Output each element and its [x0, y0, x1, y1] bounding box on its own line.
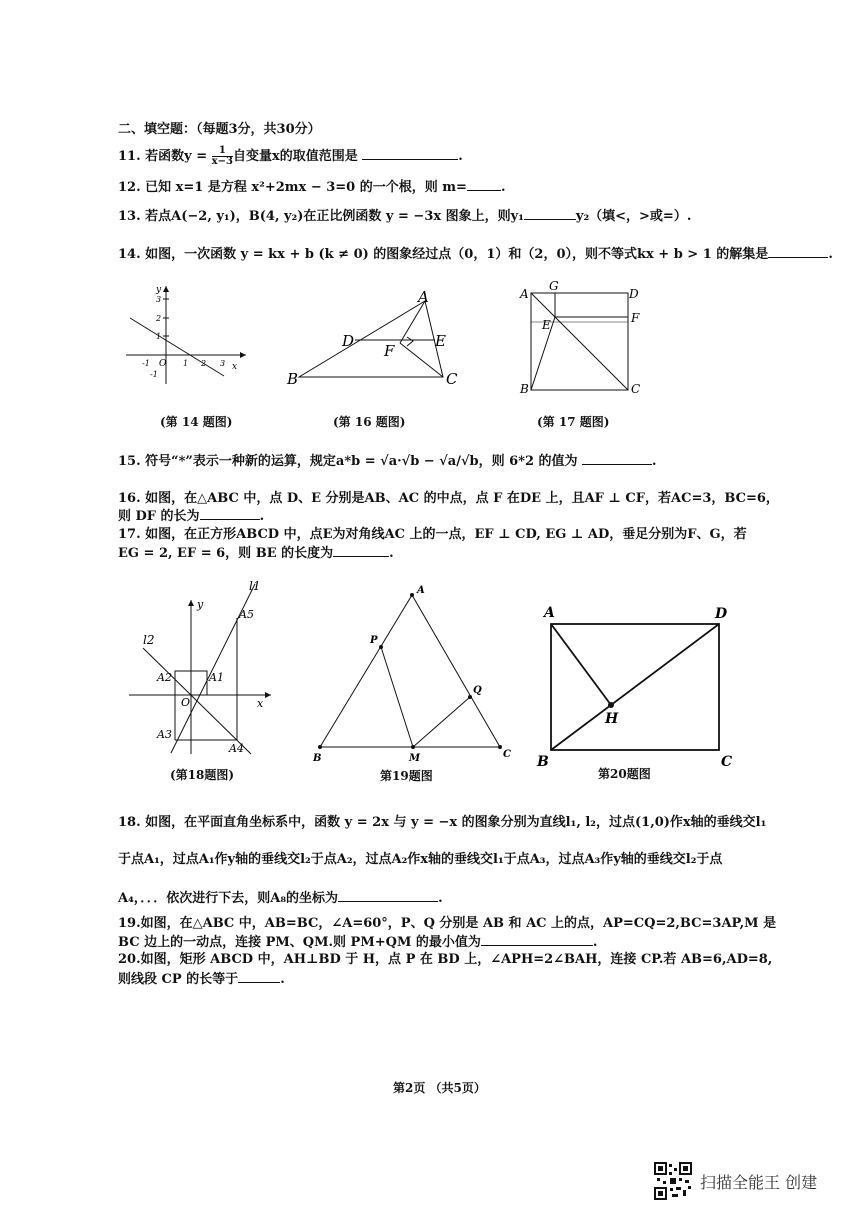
section-heading: 二、填空题：（每题3分，共30分） [118, 122, 321, 137]
answer-blank[interactable] [338, 889, 438, 902]
axis-label: y [197, 598, 204, 611]
vertex-label: D [715, 606, 728, 622]
qr-code-icon [654, 1162, 692, 1200]
vertex-label: M [409, 753, 421, 764]
question-14 [118, 243, 833, 262]
vertex-label: C [721, 754, 733, 770]
vertex-label: C [446, 370, 458, 388]
q15-text: 15. 符号“*”表示一种新的运算，规定a*b = √a·√b − √a/√b，则 6*2 的值为 [118, 454, 578, 469]
tick-label: 1 [183, 359, 189, 368]
question-17: 17. 如图，在正方形ABCD 中，点E为对角线AC 上的一点，EF ⊥ CD, EG ⊥ AD，垂足分别为F、G，若 [118, 527, 747, 542]
q18-end: . [438, 891, 443, 906]
question-13 [118, 205, 691, 224]
origin-label: O [159, 359, 167, 369]
q11-suffix: 自变量x的取值范围是 [232, 149, 358, 164]
vertex-label: C [631, 382, 641, 396]
point-label: A1 [209, 671, 224, 684]
vertex-label: H [605, 711, 619, 727]
question-12 [118, 176, 505, 195]
vertex-label: D [342, 332, 355, 350]
point-label: A5 [239, 608, 254, 621]
tick-label: 3 [156, 295, 162, 304]
q12-end: . [500, 180, 506, 195]
question-20: 20.如图，矩形 ABCD 中，AH⊥BD 于 H，点 P 在 BD 上，∠APH=2∠BAH，连接 CP.若 AB=6,AD=8, [118, 952, 773, 967]
question-15 [118, 450, 657, 469]
answer-blank[interactable] [481, 933, 593, 946]
answer-blank[interactable] [524, 207, 576, 220]
axis-label: x [257, 697, 264, 710]
vertex-label: E [542, 318, 551, 332]
tick-label: 2 [156, 314, 162, 323]
tick-label: 3 [220, 359, 226, 368]
q11-denominator: x−3 [211, 156, 233, 167]
figure-14 [120, 282, 250, 387]
q11-fraction [212, 146, 233, 167]
q16-end: . [259, 509, 265, 524]
question-18-cont [118, 887, 443, 906]
x-axis-label: x [232, 362, 238, 372]
vertex-label: B [287, 370, 299, 388]
question-18-cont: 于点A₁，过点A₁作y轴的垂线交l₂于点A₂，过点A₂作x轴的垂线交l₁于点A₃，过点A₃作y轴的垂线交l₂于点 [118, 852, 723, 867]
question-16: 16. 如图，在△ABC 中，点 D、E 分别是AB、AC 的中点，点 F 在DE 上，且AF ⊥ CF，若AC=3，BC=6， [118, 491, 779, 506]
vertex-label: B [520, 382, 529, 396]
figure-20 [535, 598, 740, 770]
caption-19: 第19题图 [380, 769, 433, 783]
q12-text: 12. 已知 x=1 是方程 x²+2mx − 3=0 的一个根，则 m= [118, 180, 467, 195]
q17-text: EG = 2, EF = 6，则 BE 的长度为 [118, 546, 334, 561]
q14-text: 14. 如图，一次函数 y = kx + b (k ≠ 0) 的图象经过点（0，1）和（2，0），则不等式kx + b > 1 的解集是 [118, 247, 769, 262]
scanner-watermark [654, 1162, 817, 1200]
answer-blank[interactable] [238, 970, 280, 983]
point-label: A4 [229, 742, 244, 755]
q18-text: A₄，．．．依次进行下去，则A₈的坐标为 [118, 891, 339, 906]
figure-16 [285, 290, 465, 390]
question-11 [118, 145, 463, 167]
q20-text: 则线段 CP 的长等于 [118, 972, 239, 987]
vertex-label: A [544, 605, 555, 621]
caption-16: (第 16 题图) [333, 415, 406, 429]
answer-blank[interactable] [467, 178, 501, 191]
q16-text: 则 DF 的长为 [118, 509, 200, 524]
q13-mid: y₂（填<，>或=）. [575, 209, 692, 224]
q11-numerator: 1 [212, 146, 233, 157]
vertex-label: D [629, 287, 639, 301]
tick-label: -1 [150, 370, 158, 379]
caption-18: (第18题图) [170, 768, 235, 782]
page-footer: 第2页 （共5页） [393, 1081, 486, 1095]
q19-text: BC 边上的一动点，连接 PM、QM.则 PM+QM 的最小值为 [118, 935, 481, 950]
question-19: 19.如图，在△ABC 中，AB=BC，∠A=60°，P、Q 分别是 AB 和 AC 上的点，AP=CQ=2,BC=3AP,M 是 [118, 916, 777, 931]
q11-end: . [458, 149, 463, 164]
question-20-cont [118, 968, 285, 987]
tick-label: 1 [156, 332, 162, 341]
scanner-label: 扫描全能王 创建 [700, 1172, 818, 1192]
figure-17 [515, 280, 645, 400]
question-18: 18. 如图，在平面直角坐标系中，函数 y = 2x 与 y = −x 的图象分别为直线l₁, l₂，过点(1,0)作x轴的垂线交l₁ [118, 815, 767, 830]
caption-17: (第 17 题图) [537, 415, 610, 429]
vertex-label: Q [473, 685, 482, 696]
vertex-label: C [503, 749, 511, 760]
answer-blank[interactable] [582, 452, 652, 465]
q20-end: . [280, 972, 285, 987]
y-axis-label: y [156, 285, 162, 295]
q15-end: . [652, 454, 657, 469]
q11-prefix: 11. 若函数y = [118, 149, 212, 164]
question-17-cont [118, 542, 394, 561]
point-label: A3 [157, 728, 172, 741]
vertex-label: F [384, 342, 395, 360]
question-16-cont [118, 505, 264, 524]
vertex-label: B [537, 754, 549, 770]
vertex-label: G [549, 280, 559, 293]
line-label: l2 [143, 633, 155, 647]
origin-label: O [181, 696, 191, 709]
line-label: l1 [249, 579, 261, 593]
vertex-label: B [313, 753, 322, 764]
vertex-label: E [435, 332, 446, 350]
caption-14: (第 14 题图) [160, 415, 233, 429]
caption-20: 第20题图 [598, 767, 651, 781]
vertex-label: A [417, 585, 425, 596]
q17-end: . [389, 546, 394, 561]
vertex-label: P [370, 635, 378, 646]
vertex-label: A [520, 287, 529, 301]
tick-label: 2 [201, 359, 207, 368]
point-label: A2 [157, 671, 172, 684]
answer-blank[interactable] [333, 544, 389, 557]
vertex-label: F [631, 311, 640, 325]
figure-19 [305, 585, 515, 765]
figure-18 [125, 578, 275, 758]
q14-end: . [828, 247, 833, 262]
answer-blank[interactable] [200, 507, 260, 520]
q19-end: . [592, 935, 598, 950]
answer-blank[interactable] [362, 147, 458, 160]
answer-blank[interactable] [768, 245, 828, 258]
q13-text: 13. 若点A(−2, y₁)，B(4, y₂)在正比例函数 y = −3x 图象上，则y₁ [118, 209, 524, 224]
vertex-label: A [418, 290, 429, 306]
tick-label: -1 [142, 359, 150, 368]
